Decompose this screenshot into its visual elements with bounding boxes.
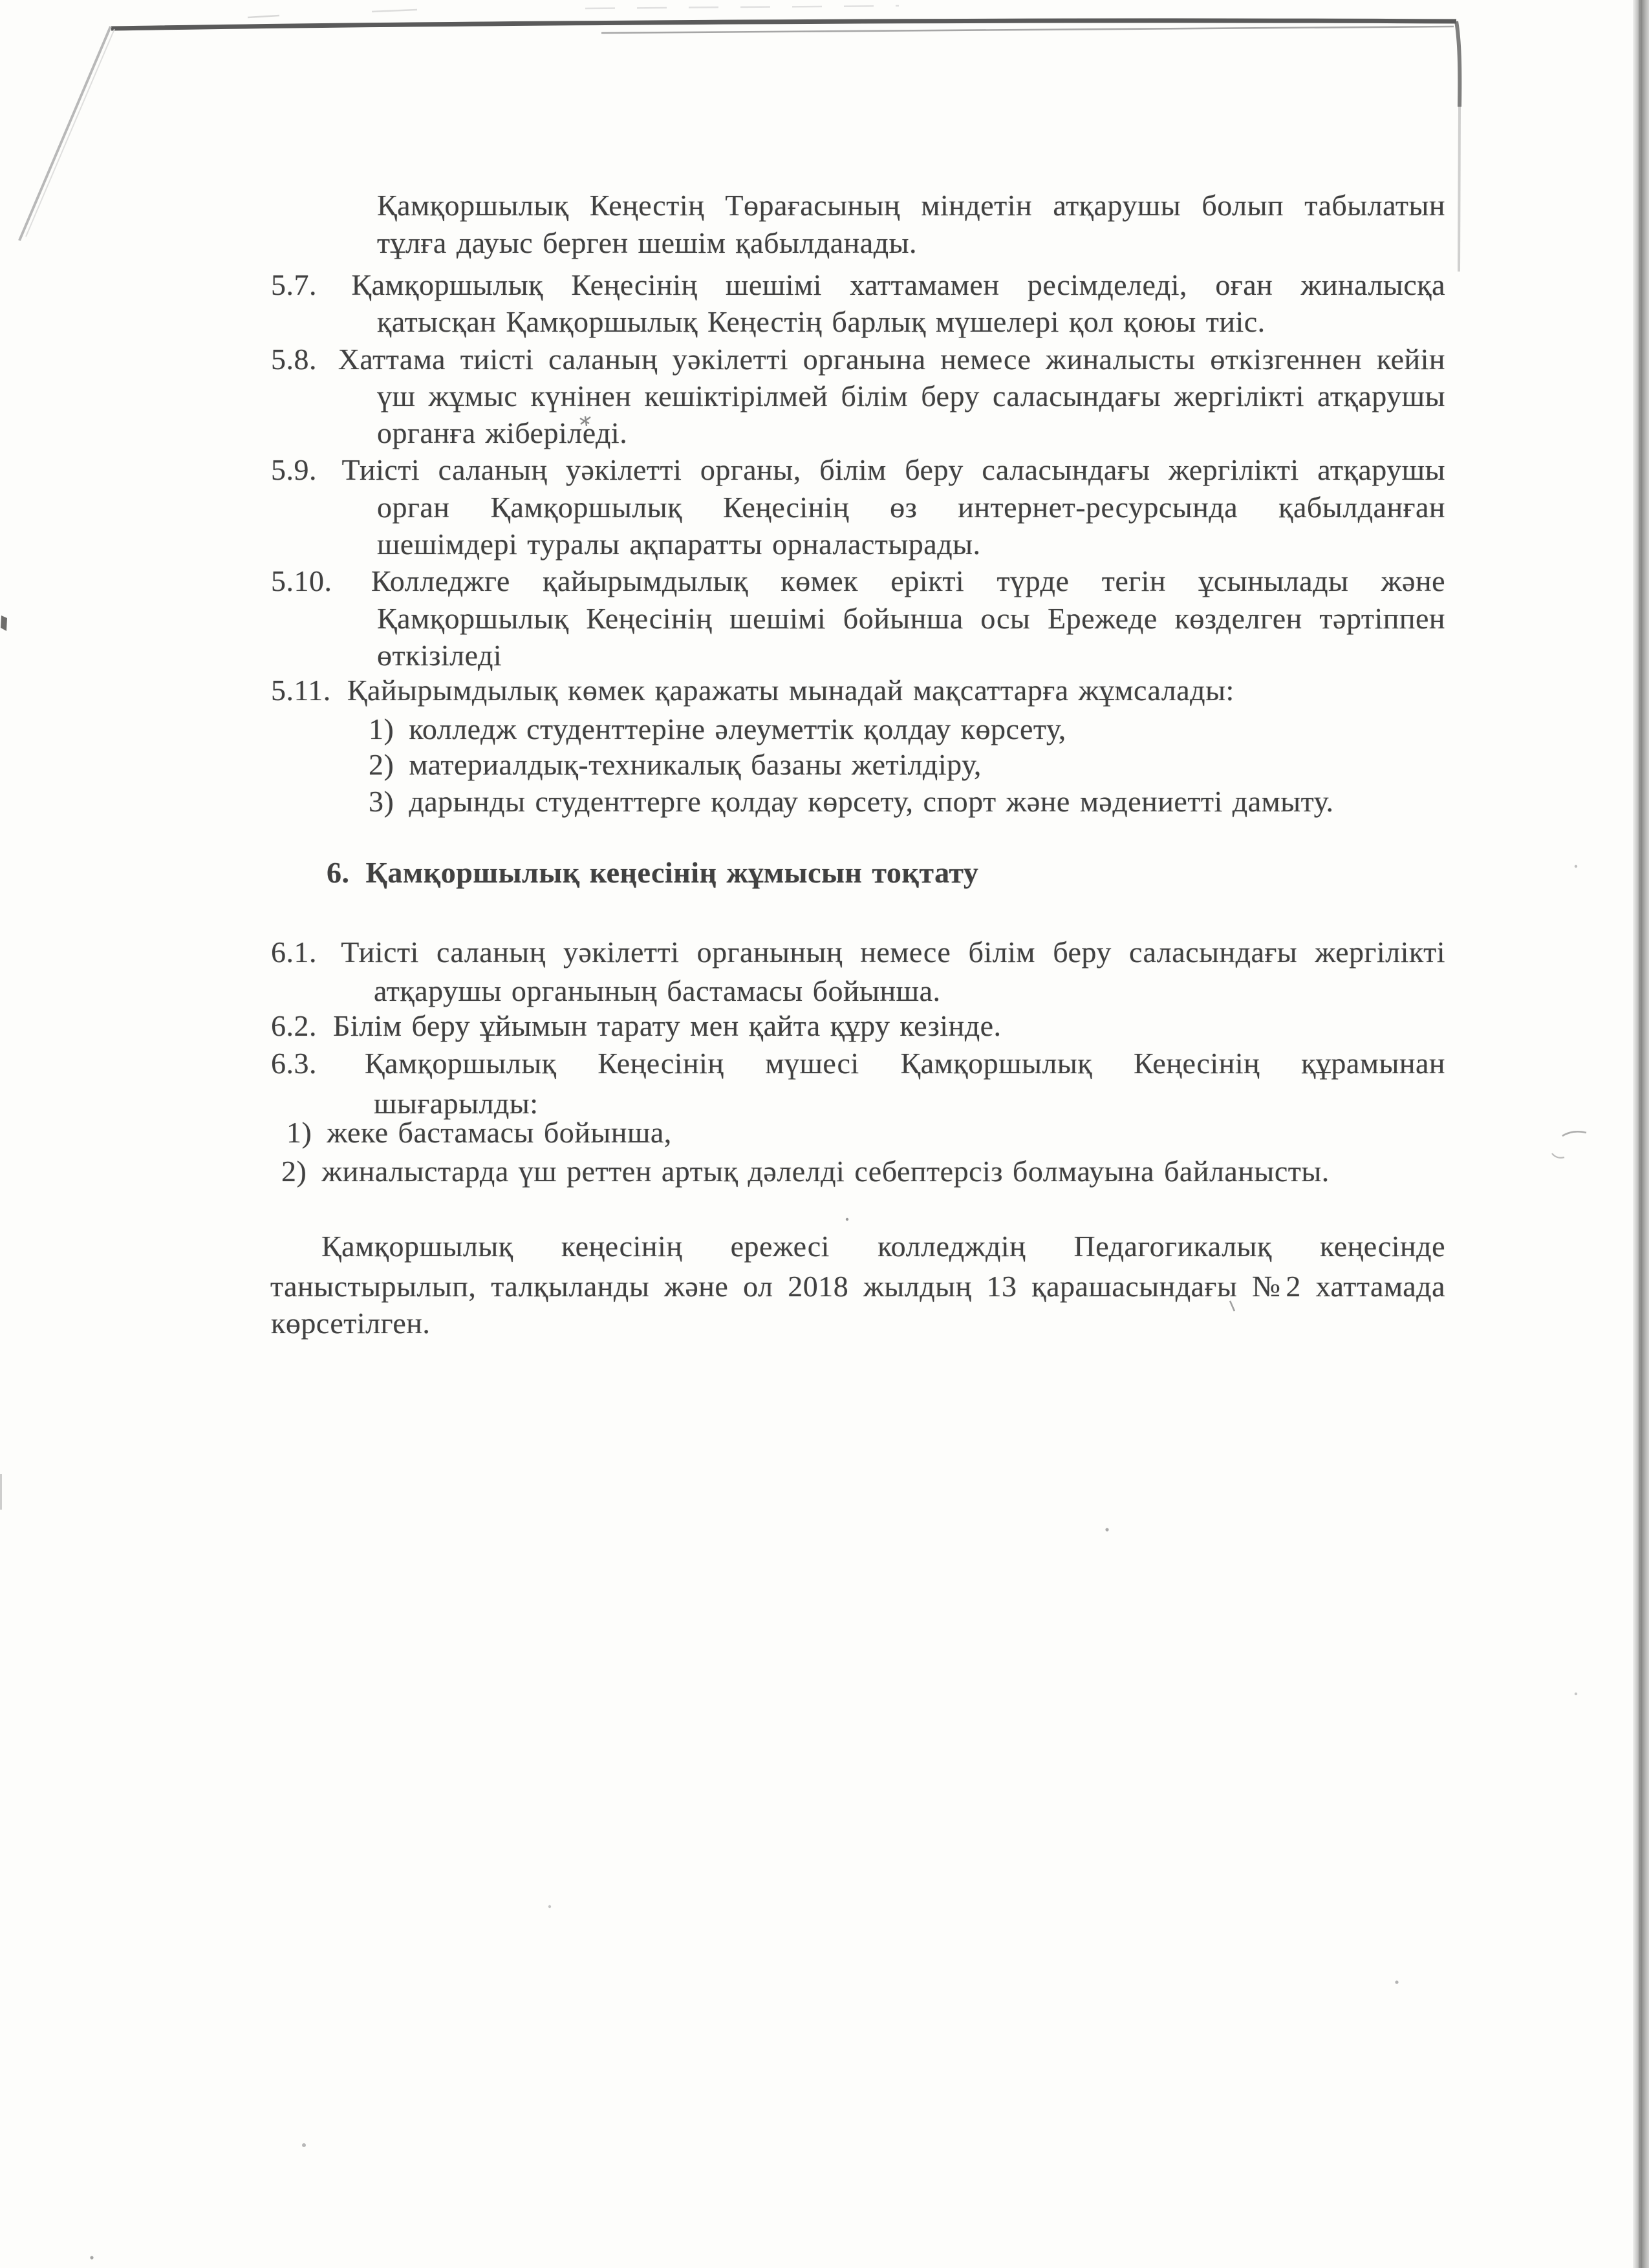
para-6-1-line-2	[374, 972, 941, 1009]
para-5-11-line-1	[271, 672, 1234, 709]
text-run: дарынды студенттерге қолдау көрсету, спорт және мәдениетті дамыту.	[409, 785, 1334, 818]
list-5-11-item-1	[369, 711, 1066, 747]
text-run: шығарылды:	[374, 1087, 539, 1120]
para-5-6-cont-line-1	[377, 187, 1445, 224]
text-run: Хаттама тиісті саланың уәкілетті органына немесе жиналысты өткізгеннен кейін	[338, 343, 1445, 376]
text-run: таныстырылып, талқыланды және ол 2018 жылдың 13 қарашасындағы №2 хаттамада	[270, 1270, 1445, 1303]
item-number: 5.10.	[271, 564, 332, 597]
para-5-9-line-1	[271, 451, 1445, 488]
text-run: шешімдері туралы ақпаратты орналастырады.	[377, 528, 981, 561]
item-number: 5.8.	[271, 343, 317, 376]
text-run: Қамқоршылық Кеңесінің шешімі хаттамамен ресімделеді, оған жиналысқа	[351, 268, 1446, 301]
item-number: 6.2.	[271, 1009, 317, 1042]
text-run: орган Қамқоршылық Кеңесінің өз интернет-ресурсында қабылданған	[377, 491, 1445, 524]
item-number: 5.7.	[271, 268, 317, 301]
list-marker: 2)	[369, 748, 394, 781]
item-number: 6.1.	[271, 936, 317, 968]
list-6-3-item-1	[286, 1114, 672, 1151]
list-6-3-item-2	[281, 1153, 1330, 1190]
list-marker: 1)	[286, 1116, 312, 1149]
item-number: 6.3.	[271, 1047, 317, 1080]
text-run: Қамқоршылық Кеңесінің мүшесі Қамқоршылық Кеңесінің құрамынан	[364, 1047, 1446, 1080]
para-5-8-line-1	[271, 341, 1445, 378]
text-run: көрсетілген.	[271, 1307, 431, 1340]
para-5-7-line-1	[271, 266, 1445, 303]
text-run: Білім беру ұйымын тарату мен қайта құру кезінде.	[333, 1009, 1002, 1042]
text-run: Қамқоршылық Кеңестің Төрағасының міндетін атқарушы болып табылатын	[377, 189, 1445, 222]
text-run: өткізіледі	[377, 639, 502, 672]
text-run: колледж студенттеріне әлеуметтік қолдау көрсету,	[409, 712, 1066, 745]
heading-text: Қамқоршылық кеңесінің жұмысын тоқтату	[365, 856, 979, 889]
list-marker: 3)	[369, 785, 394, 818]
para-5-10-line-3	[377, 637, 502, 674]
closing-line-1	[321, 1228, 1445, 1265]
text-run: қатысқан Қамқоршылық Кеңестің барлық мүшелері қол қоюы тиіс.	[377, 305, 1266, 338]
closing-line-3	[271, 1305, 430, 1342]
section-number: 6.	[327, 856, 350, 889]
text-run: Тиісті саланың уәкілетті органы, білім беру саласындағы жергілікті атқарушы	[341, 453, 1446, 486]
text-run: Қамқоршылық кеңесінің ережесі колледждің Педагогикалық кеңесінде	[321, 1230, 1445, 1263]
text-run: материалдық-техникалық базаны жетілдіру,	[409, 748, 982, 781]
text-run: органға жіберіледі.	[377, 416, 628, 449]
item-number: 5.9.	[271, 453, 317, 486]
list-5-11-item-3	[369, 783, 1334, 820]
text-run: жиналыстарда үш реттен артық дәлелді себептерсіз болмауына байланысты.	[321, 1155, 1330, 1188]
text-run: атқарушы органының бастамасы бойынша.	[374, 974, 941, 1007]
para-5-8-line-2	[377, 378, 1445, 414]
list-5-11-item-2	[369, 746, 982, 783]
text-run: Колледжге қайырымдылық көмек ерікті түрде тегін ұсынылады және	[371, 564, 1446, 597]
item-number: 5.11.	[271, 674, 331, 707]
para-5-7-line-2	[377, 303, 1266, 340]
closing-line-2	[270, 1268, 1445, 1305]
para-5-6-cont-line-2	[377, 224, 917, 261]
section-6-heading	[327, 854, 978, 891]
para-5-10-line-1	[271, 562, 1445, 599]
text-run: Тиісті саланың уәкілетті органының немесе білім беру саласындағы жергілікті	[341, 936, 1445, 968]
list-marker: 1)	[369, 712, 394, 745]
list-marker: 2)	[281, 1155, 307, 1188]
text-run: тұлға дауыс берген шешім қабылданады.	[377, 226, 918, 259]
para-5-10-line-2	[377, 600, 1445, 637]
para-5-9-line-2	[377, 489, 1445, 526]
para-6-1-line-1	[271, 934, 1445, 970]
text-run: үш жұмыс күнінен кешіктірілмей білім беру саласындағы жергілікті атқарушы	[377, 380, 1445, 412]
para-5-8-line-3	[377, 414, 627, 451]
para-6-3-line-1	[271, 1045, 1445, 1082]
text-run: Қайырымдылық көмек қаражаты мынадай мақсаттарға жұмсалады:	[347, 674, 1234, 707]
text-run: жеке бастамасы бойынша,	[327, 1116, 672, 1149]
para-6-2-line-1	[271, 1007, 1002, 1044]
para-5-9-line-3	[377, 526, 981, 562]
text-run: Қамқоршылық Кеңесінің шешімі бойынша осы Ережеде көзделген тәртіппен	[377, 602, 1445, 635]
